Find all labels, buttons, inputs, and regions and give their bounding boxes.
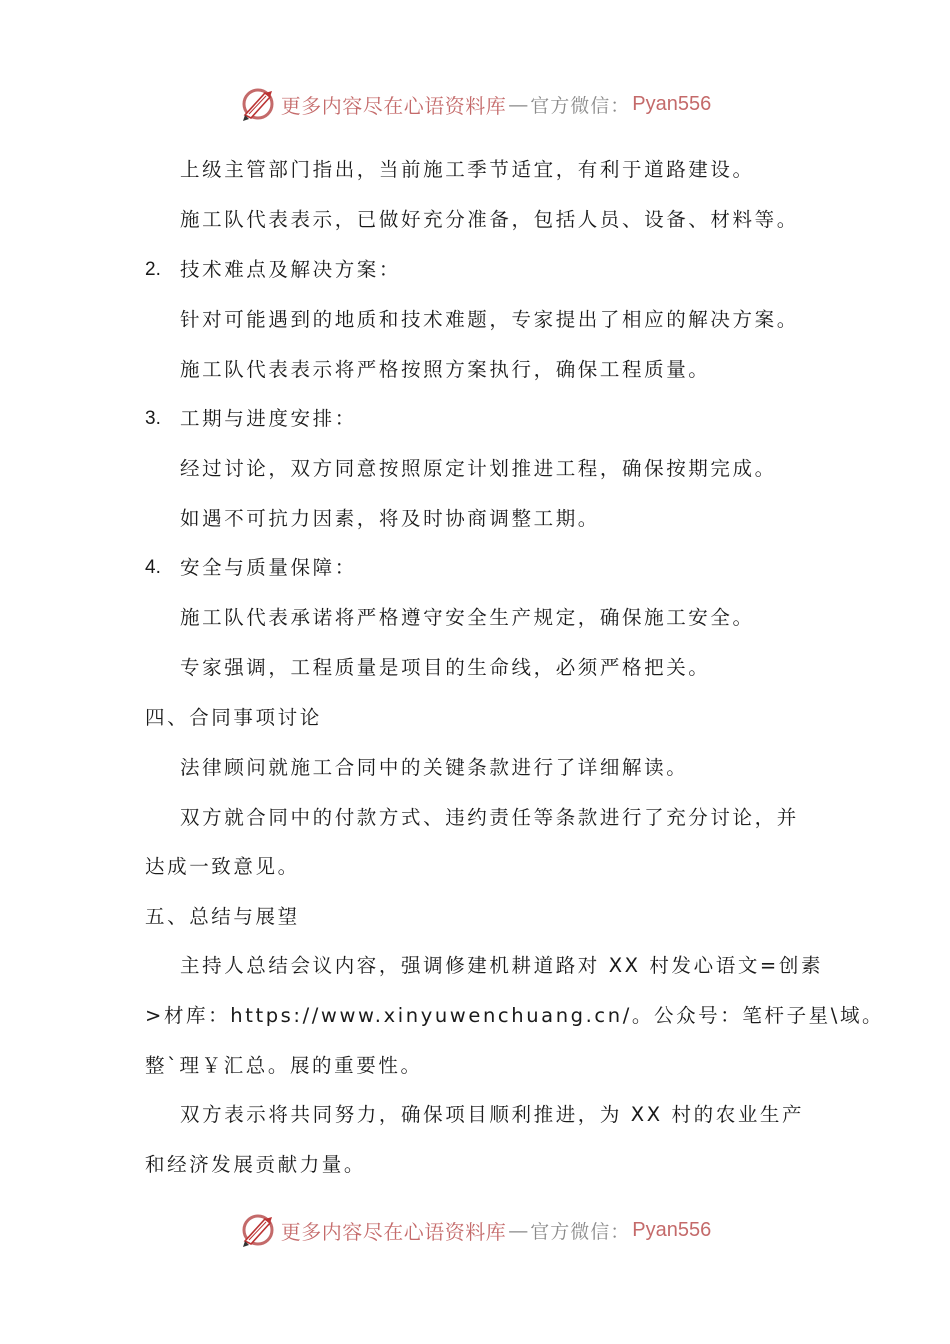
paragraph-payment-line1: 双方就合同中的付款方式、违约责任等条款进行了充分讨论，并 — [180, 806, 799, 829]
list-title-schedule: 工期与进度安排： — [180, 407, 357, 430]
section-heading-summary: 五、总结与展望 — [145, 905, 300, 928]
list-number-4: 4. — [145, 557, 161, 578]
footer-wechat-label: 官方微信： — [530, 1220, 631, 1243]
paragraph-execution: 施工队代表表示将严格按照方案执行，确保工程质量。 — [180, 358, 711, 381]
paragraph-safety-commitment: 施工队代表承诺将严格遵守安全生产规定，确保施工安全。 — [180, 606, 755, 629]
pen-nib-logo-icon — [239, 85, 277, 123]
paragraph-technical-solution: 针对可能遇到的地质和技术难题，专家提出了相应的解决方案。 — [180, 308, 799, 331]
paragraph-quality: 专家强调，工程质量是项目的生命线，必须严格把关。 — [180, 656, 711, 679]
footer-watermark-banner — [0, 1208, 950, 1252]
footer-dash: — — [508, 1218, 529, 1242]
list-number-3: 3. — [145, 408, 161, 429]
list-number-2: 2. — [145, 259, 161, 280]
footer-brand-text: 更多内容尽在心语资料库 — [280, 1219, 507, 1244]
header-wechat-label: 官方微信： — [530, 94, 631, 117]
paragraph-summary-line2: >材库：https://www.xinyuwenchuang.cn/。公众号：笔杆子星\域。 — [145, 1004, 885, 1027]
paragraph-legal: 法律顾问就施工合同中的关键条款进行了详细解读。 — [180, 756, 689, 779]
header-watermark-banner — [0, 82, 950, 126]
paragraph-closing-line2: 和经济发展贡献力量。 — [145, 1153, 367, 1176]
header-dash: — — [508, 92, 529, 116]
list-item-4 — [0, 555, 950, 581]
list-title-safety: 安全与质量保障： — [180, 556, 357, 579]
list-title-technical: 技术难点及解决方案： — [180, 258, 402, 281]
list-item-3 — [0, 406, 950, 432]
paragraph-payment-line2: 达成一致意见。 — [145, 855, 300, 878]
header-brand-text: 更多内容尽在心语资料库 — [280, 93, 507, 118]
list-item-2 — [0, 257, 950, 283]
paragraph-schedule-agree: 经过讨论，双方同意按照原定计划推进工程，确保按期完成。 — [180, 457, 777, 480]
paragraph-summary-line3: 整`理￥汇总。展的重要性。 — [145, 1054, 423, 1077]
paragraph-closing-line1: 双方表示将共同努力，确保项目顺利推进，为 XX 村的农业生产 — [180, 1103, 805, 1126]
paragraph-summary-line1: 主持人总结会议内容，强调修建机耕道路对 XX 村发心语文=创素 — [180, 954, 824, 977]
footer-wechat-id: Pyan556 — [632, 1218, 712, 1241]
header-wechat-id: Pyan556 — [632, 92, 712, 115]
pen-nib-logo-icon — [239, 1211, 277, 1249]
paragraph-force-majeure: 如遇不可抗力因素，将及时协商调整工期。 — [180, 507, 600, 530]
section-heading-contract: 四、合同事项讨论 — [145, 706, 322, 729]
paragraph-preparation: 施工队代表表示，已做好充分准备，包括人员、设备、材料等。 — [180, 208, 799, 231]
paragraph-season: 上级主管部门指出，当前施工季节适宜，有利于道路建设。 — [180, 158, 755, 181]
